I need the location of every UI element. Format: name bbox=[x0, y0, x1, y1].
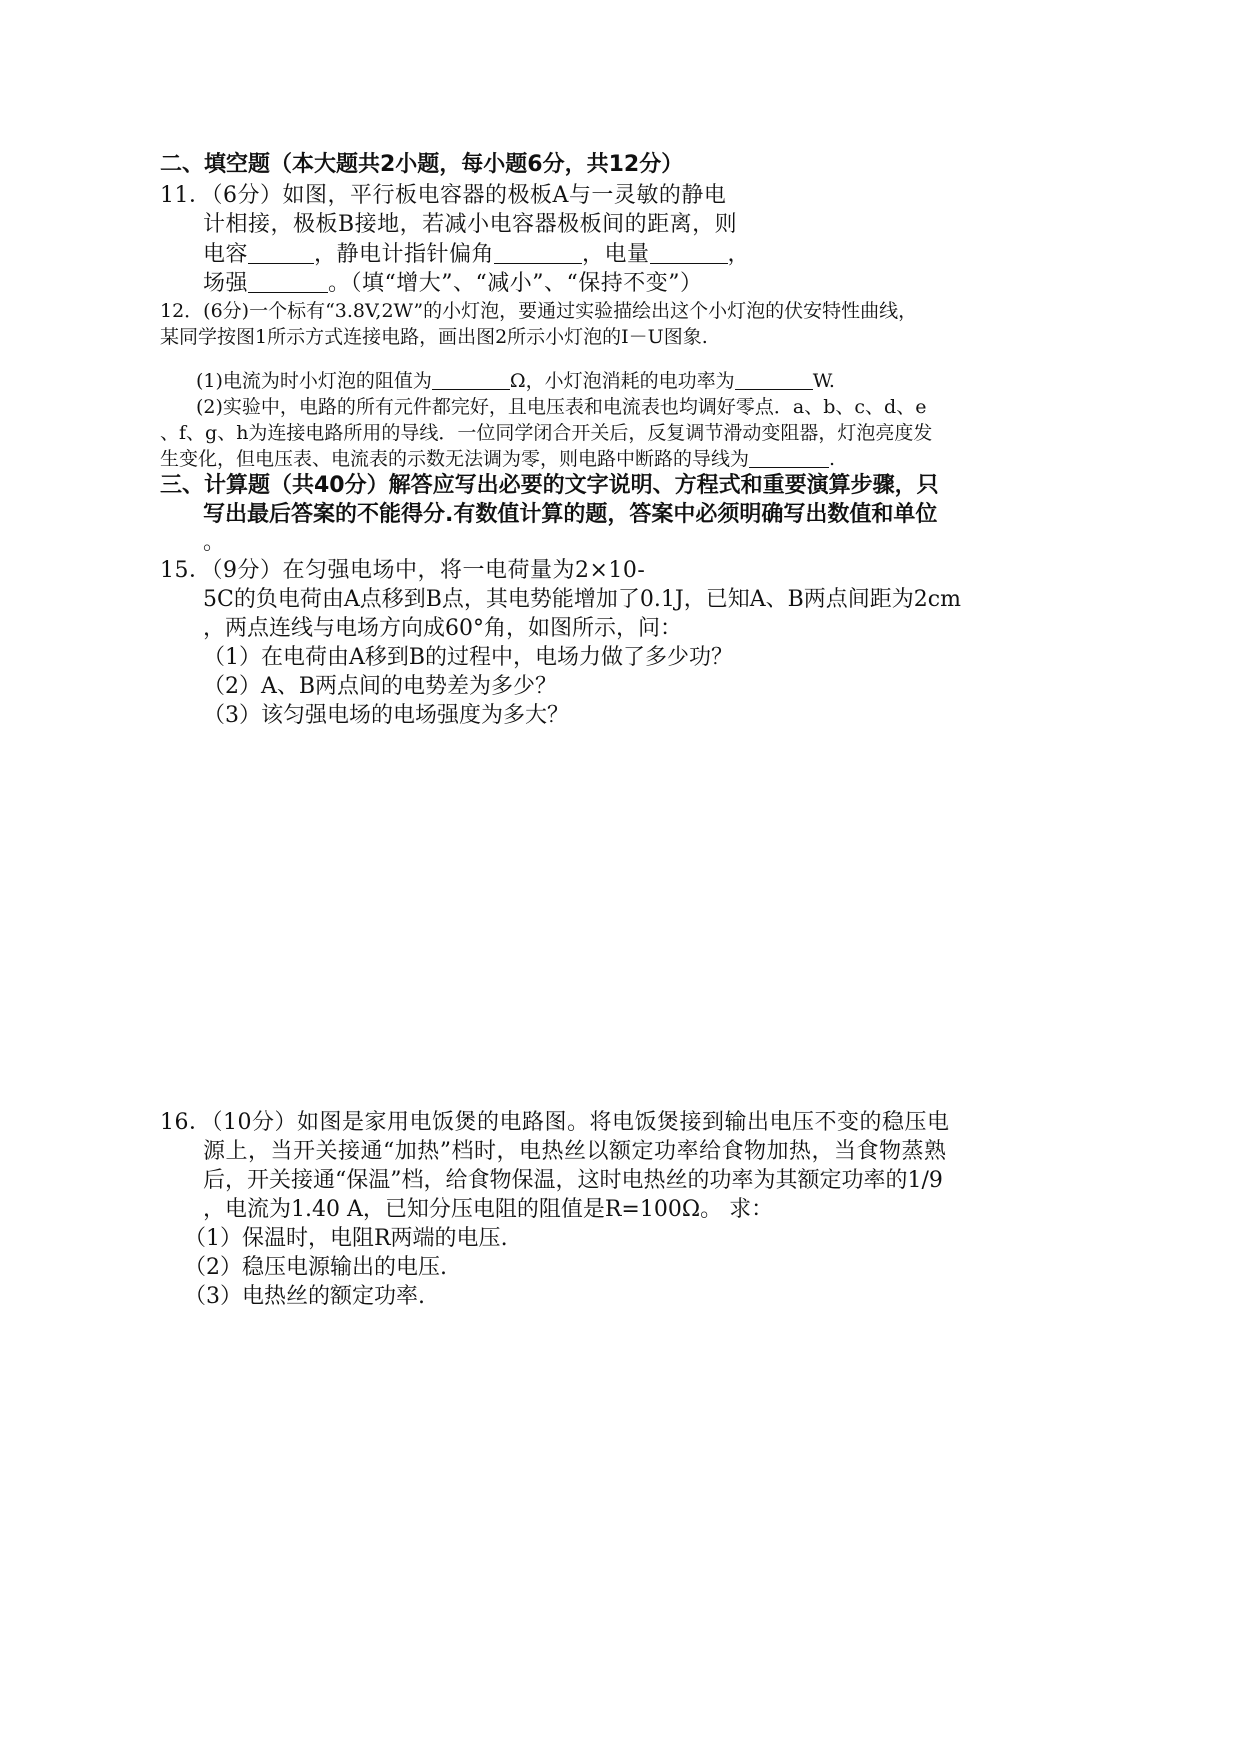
q12-resistance-label: (1)电流为时小灯泡的阻值为 bbox=[196, 370, 432, 392]
q16-sub3: （3）电热丝的额定功率. bbox=[184, 1284, 425, 1309]
q12-broken-wire-label: 生变化，但电压表、电流表的示数无法调为零，则电路中断路的导线为 bbox=[160, 448, 750, 470]
q12-power-unit: W. bbox=[812, 370, 835, 392]
q12-part1 bbox=[196, 366, 835, 393]
q12-part2-end: . bbox=[829, 448, 836, 470]
q16-line3: 后，开关接通“保温”档，给食物保温，这时电热丝的功率为其额定功率的1/9 bbox=[203, 1168, 943, 1193]
q15-sub1: （1）在电荷由A移到B的过程中，电场力做了多少功？ bbox=[203, 645, 734, 670]
q11-field-label: 场强 bbox=[203, 271, 249, 296]
q11-capacitance-blank[interactable] bbox=[248, 241, 314, 264]
q12-broken-wire-blank[interactable] bbox=[749, 448, 829, 468]
q15-sub2: （2）A、B两点间的电势差为多少？ bbox=[203, 674, 558, 699]
q11-line3 bbox=[203, 237, 750, 268]
section3-heading-line3: 。 bbox=[203, 530, 226, 555]
q11-capacitance-label: 电容 bbox=[203, 242, 249, 267]
q11-deflection-blank[interactable] bbox=[494, 241, 582, 264]
q12-line1: 12．(6分)一个标有“3.8V,2W”的小灯泡，要通过实验描绘出这个小灯泡的伏安特性曲线， bbox=[160, 300, 918, 322]
q11-line4 bbox=[203, 266, 703, 297]
section2-heading: 二、填空题（本大题共2小题，每小题6分，共12分） bbox=[160, 152, 684, 177]
q15-line3: ，两点连线与电场方向成60°角，如图所示，问： bbox=[203, 616, 682, 641]
q11-fill-hint: 。（填“增大”、“减小”、“保持不变”） bbox=[328, 271, 703, 296]
q12-power-label: Ω，小灯泡消耗的电功率为 bbox=[509, 370, 735, 392]
q16-line2: 源上，当开关接通“加热”档时，电热丝以额定功率给食物加热，当食物蒸熟 bbox=[203, 1139, 947, 1164]
q12-part2-line3 bbox=[160, 444, 835, 471]
q11-line1: 11．（6分）如图，平行板电容器的极板A与一灵敏的静电 bbox=[160, 183, 727, 208]
section3-heading-line1: 三、计算题（共40分）解答应写出必要的文字说明、方程式和重要演算步骤，只 bbox=[160, 473, 939, 498]
q16-line1: 16．（10分）如图是家用电饭煲的电路图。将电饭煲接到输出电压不变的稳压电 bbox=[160, 1110, 950, 1135]
q11-charge-blank[interactable] bbox=[650, 241, 728, 264]
q11-line2: 计相接，极板B接地，若减小电容器极板间的距离，则 bbox=[203, 212, 738, 237]
q15-line1: 15．（9分）在匀强电场中，将一电荷量为2×10- bbox=[160, 558, 646, 583]
q12-resistance-blank[interactable] bbox=[432, 370, 510, 390]
q16-sub1: （1）保温时，电阻R两端的电压. bbox=[184, 1226, 508, 1251]
q16-line4: ，电流为1.40 A，已知分压电阻的阻值是R=100Ω。 求： bbox=[203, 1197, 774, 1222]
q15-sub3: （3）该匀强电场的电场强度为多大？ bbox=[203, 703, 569, 728]
q12-part2-line1: (2)实验中，电路的所有元件都完好，且电压表和电流表也均调好零点．a、b、c、d、e bbox=[196, 396, 927, 418]
q12-line2: 某同学按图1所示方式连接电路，画出图2所示小灯泡的I－U图象. bbox=[160, 326, 708, 348]
q12-power-blank[interactable] bbox=[735, 370, 813, 390]
q11-deflection-label: ，静电计指针偏角 bbox=[314, 242, 495, 267]
q11-charge-label: ，电量 bbox=[582, 242, 650, 267]
q11-field-blank[interactable] bbox=[248, 270, 328, 293]
section3-heading-line2: 写出最后答案的不能得分.有数值计算的题，答案中必须明确写出数值和单位 bbox=[203, 502, 938, 527]
q15-line2: 5C的负电荷由A点移到B点，其电势能增加了0.1J，已知A、B两点间距为2cm bbox=[203, 587, 961, 612]
q16-sub2: （2）稳压电源输出的电压. bbox=[184, 1255, 447, 1280]
q12-part2-line2: 、f、g、h为连接电路所用的导线．一位同学闭合开关后，反复调节滑动变阻器，灯泡亮度发 bbox=[160, 422, 933, 444]
q11-line3-end: ， bbox=[727, 242, 751, 267]
